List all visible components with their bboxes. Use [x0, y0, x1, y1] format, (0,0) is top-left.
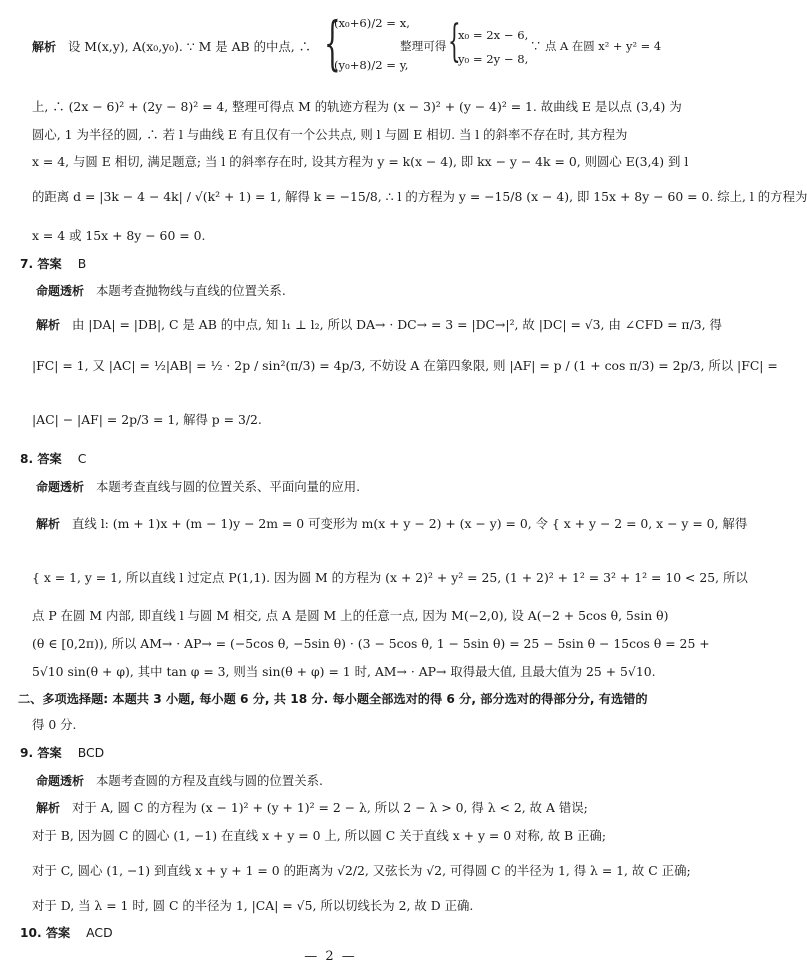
q6-lead-line	[32, 38, 352, 56]
q8-line-2: { x = 1, y = 1, 所以直线 l 过定点 P(1,1). 因为圆 M 的方程为 (x + 2)² + y² = 25, (1 + 2)² + 1² = 3² + 1² = 10 < 25, 所以	[32, 570, 748, 585]
q6-line-2: 圆心, 1 为半径的圆, ∴ 若 l 与曲线 E 有且仅有一个公共点, 则 l 与圆 E 相切. 当 l 的斜率不存在时, 其方程为	[32, 127, 628, 142]
q7-heading: 7. 答案	[20, 257, 62, 271]
q9-option-c: 对于 C, 圆心 (1, −1) 到直线 x + y + 1 = 0 的距离为 √2/2, 又弦长为 √2, 可得圆 C 的半径为 1, 得 λ = 1, 故 C 正确;	[32, 863, 691, 878]
q7-intent-row	[36, 282, 648, 300]
q6-system-tail: ∵ 点 A 在圆 x² + y² = 4	[530, 39, 662, 53]
q9-option-a: 对于 A, 圆 C 的方程为 (x − 1)² + (y + 1)² = 2 − λ, 所以 2 − λ > 0, 得 λ < 2, 故 A 错误;	[71, 800, 588, 815]
q6-system-row-3: x₀ = 2x − 6,	[458, 28, 529, 42]
q8-analysis-label: 解析	[36, 517, 61, 531]
q6-analysis-label: 解析	[32, 40, 57, 54]
q6-line-4: 的距离 d = |3k − 4 − 4k| / √(k² + 1) = 1, 解得 k = −15/8, ∴ l 的方程为 y = −15/8 (x − 4), 即 15x + 8y − 60 = 0. 综上, l 的方程为	[32, 189, 807, 204]
q6-left-brace: {	[324, 9, 341, 77]
q9-intent-text: 本题考查圆的方程及直线与圆的位置关系.	[95, 773, 323, 788]
q9-heading: 9. 答案	[20, 746, 62, 760]
q8-answer-row	[20, 450, 632, 468]
q8-line-5: 5√10 sin(θ + φ), 其中 tan φ = 3, 则当 sin(θ + φ) = 1 时, AM→ · AP→ 取得最大值, 且最大值为 25 + 5√10.	[32, 664, 656, 679]
section-2-heading: 二、多项选择题: 本题共 3 小题, 每小题 6 分, 共 18 分. 每小题全部选对的得 6 分, 部分选对的得部分分, 有选错的	[18, 692, 648, 706]
q8-intent-text: 本题考查直线与圆的位置关系、平面向量的应用.	[95, 479, 361, 494]
q9-answer: BCD	[77, 745, 105, 760]
q9-answer-row	[20, 744, 632, 762]
q7-intent-text: 本题考查抛物线与直线的位置关系.	[95, 283, 286, 298]
q9-option-b: 对于 B, 因为圆 C 的圆心 (1, −1) 在直线 x + y = 0 上, 所以圆 C 关于直线 x + y = 0 对称, 故 B 正确;	[32, 828, 607, 843]
q8-line-3: 点 P 在圆 M 内部, 即直线 l 与圆 M 相交, 点 A 是圆 M 上的任意一点, 因为 M(−2,0), 设 A(−2 + 5cos θ, 5sin θ)	[32, 608, 669, 623]
q10-answer: ACD	[86, 925, 113, 940]
q8-line-1: 直线 l: (m + 1)x + (m − 1)y − 2m = 0 可变形为 m(x + y − 2) + (x − y) = 0, 令 { x + y − 2 = 0, x − y = 0, 解得	[71, 516, 748, 531]
q6-system-row-2: (y₀+8)/2 = y,	[334, 58, 409, 72]
q6-line-5: x = 4 或 15x + 8y − 60 = 0.	[32, 228, 206, 243]
q6-simplify-text: 整理可得	[400, 39, 447, 53]
q8-line-4: (θ ∈ [0,2π)), 所以 AM→ · AP→ = (−5cos θ, −5sin θ) · (3 − 5cos θ, 1 − 5sin θ) = 25 − 5sin θ − 15cos θ = 25 +	[32, 636, 710, 651]
q7-line-3: |AC| − |AF| = 2p/3 = 1, 解得 p = 3/2.	[32, 412, 262, 427]
q9-intent-row	[36, 772, 648, 790]
q8-heading: 8. 答案	[20, 452, 62, 466]
q6-system-row-1: (x₀+6)/2 = x,	[334, 16, 410, 30]
q7-analysis-row	[36, 316, 722, 334]
q6-line-3: x = 4, 与圆 E 相切, 满足题意; 当 l 的斜率存在时, 设其方程为 y = k(x − 4), 即 kx − y − 4k = 0, 则圆心 E(3,4) 到 l	[32, 154, 689, 169]
q8-intent-row	[36, 478, 648, 496]
q9-intent-label: 命题透析	[36, 774, 85, 788]
q8-analysis-row	[36, 515, 748, 533]
q7-answer-row	[20, 255, 632, 273]
q8-intent-label: 命题透析	[36, 480, 85, 494]
q7-answer: B	[77, 256, 87, 271]
page-number: — 2 —	[304, 949, 357, 964]
q6-right-brace: {	[448, 16, 461, 67]
q7-intent-label: 命题透析	[36, 284, 85, 298]
q10-answer-row	[20, 924, 632, 942]
q10-heading: 10. 答案	[20, 926, 71, 940]
q8-answer: C	[77, 451, 87, 466]
q7-line-2: |FC| = 1, 又 |AC| = ½|AB| = ½ · 2p / sin²(π/3) = 4p/3, 不妨设 A 在第四象限, 则 |AF| = p / (1 + cos π/3) = 2p/3, 所以 |FC| =	[32, 358, 778, 373]
q6-lead-text: 设 M(x,y), A(x₀,y₀). ∵ M 是 AB 的中点, ∴	[67, 39, 312, 54]
q9-option-d: 对于 D, 当 λ = 1 时, 圆 C 的半径为 1, |CA| = √5, 所以切线长为 2, 故 D 正确.	[32, 898, 474, 913]
q6-system-row-4: y₀ = 2y − 8,	[458, 52, 529, 66]
q7-analysis-label: 解析	[36, 318, 61, 332]
q7-line-1: 由 |DA| = |DB|, C 是 AB 的中点, 知 l₁ ⊥ l₂, 所以 DA→ · DC→ = 3 = |DC→|², 故 |DC| = √3, 由 ∠CFD = π/3, 得	[71, 317, 722, 332]
section-2-heading-cont: 得 0 分.	[32, 717, 77, 732]
q9-analysis-label: 解析	[36, 801, 61, 815]
q6-line-1: 上, ∴ (2x − 6)² + (2y − 8)² = 4, 整理可得点 M 的轨迹方程为 (x − 3)² + (y − 4)² = 1. 故曲线 E 是以点 (3,4) 为	[32, 99, 682, 114]
q9-analysis-row	[36, 799, 648, 817]
